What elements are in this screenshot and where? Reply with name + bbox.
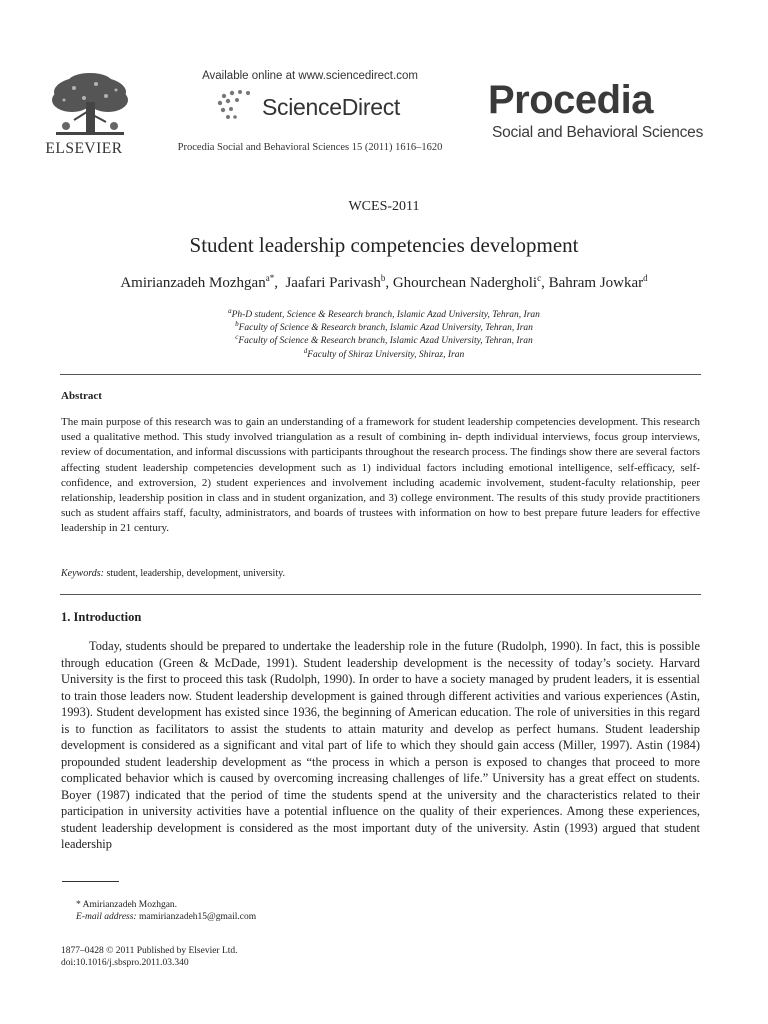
- journal-citation: Procedia Social and Behavioral Sciences 15 (2011) 1616–1620: [177, 142, 443, 153]
- abstract-text: The main purpose of this research was to gain an understanding of a framework for student leadership competencies development. This research used a qualitative method. This study involved triangulation as a result of combining in- depth individual interviews, focus group interviews, review of documentation, and informal discussions with participants throughout the research process. The findings show there are several factors affecting student leadership competencies development such as 1) individual factors including emotional intelligence, self-efficacy, self-confidence, and extroversion, 2) student experiences and involvement including academic involvement, student-faculty relationship, peer relationship, leadership position in class and in student organization, and 3) college environment. The results of this study provide practitioners such as student affairs staff, faculty, administrators, and boards of trustees with information on how to best prepare future leaders for effective leadership in 21 century.: [61, 416, 700, 535]
- author-separator: ,: [385, 275, 393, 291]
- affiliation: [0, 347, 768, 360]
- author-affiliation-marker: d: [643, 273, 648, 283]
- procedia-wordmark: Procedia: [488, 78, 653, 122]
- doi: doi:10.1016/j.sbspro.2011.03.340: [61, 958, 189, 968]
- copyright-notice: 1877–0428 © 2011 Published by Elsevier Ltd.: [61, 946, 238, 956]
- sciencedirect-wordmark: ScienceDirect: [262, 94, 400, 120]
- available-online-text: Available online at www.sciencedirect.com: [202, 70, 418, 82]
- affiliation: [0, 333, 768, 346]
- publisher-name: ELSEVIER: [45, 140, 123, 157]
- introduction-text: Today, students should be prepared to undertake the leadership role in the future (Rudolph, 1990). In fact, this is possible through education (Green & McDade, 1991). Student leadership development is the necessity of today’s society. Harvard University is the first to proceed this task (Rudolph, 1990). In order to have a society managed by prudent leaders, it is essential to train those leaders now. Student leadership development is gained through different activities and various experiences (Astin, 1993). Student development has existed since 1936, the beginning of American education. The role of universities in this regard is to function as facilitators to assist the students to attain maturity and develop as perfect humans. Student leadership development is considered as a significant and vital part of life to which they should gain access (Miller, 1997). Astin (1984) propounded student leadership development as “the process in which a person is exposed to changes that proceed to more complicated behavior which is caused by overcoming increasing challenges of life.” University has a great effect on students. Boyer (1987) indicated that the period of time the students spend at the university and the characteristics related to their participation in university activities have a potential influence on the quality of their experiences. Among these experiences, student leadership development is considered as the most important duty of the university. Astin (1993) argued that student leadership: [61, 639, 700, 851]
- corresponding-author-note: * Amirianzadeh Mozhgan.: [76, 900, 178, 910]
- author-name: Amirianzadeh Mozhgan: [120, 275, 266, 291]
- author-affiliation-marker: a*: [265, 273, 275, 283]
- author-separator: ,: [274, 275, 286, 291]
- author-affiliation-marker: b: [380, 273, 386, 283]
- affiliation: [0, 320, 768, 333]
- affiliation-text: Ph-D student, Science & Research branch, Islamic Azad University, Tehran, Iran: [231, 310, 540, 321]
- affiliation-text: Faculty of Science & Research branch, Islamic Azad University, Tehran, Iran: [238, 323, 533, 334]
- footnote-divider: [62, 881, 119, 882]
- keywords-list: student, leadership, development, university.: [103, 568, 285, 579]
- affiliation-text: Faculty of Science & Research branch, Islamic Azad University, Tehran, Iran: [238, 336, 533, 347]
- author-name: Jaafari Parivash: [285, 275, 381, 291]
- author-list: [0, 273, 768, 292]
- affiliation-text: Faculty of Shiraz University, Shiraz, Iran: [307, 350, 465, 361]
- affiliation-marker: b: [235, 320, 239, 328]
- email-note: [76, 912, 256, 922]
- author-name: Ghourchean Nadergholi: [392, 275, 538, 291]
- paper-title: Student leadership competencies development: [189, 233, 579, 257]
- affiliation-marker: d: [303, 347, 308, 355]
- abstract-heading: Abstract: [61, 390, 102, 402]
- procedia-subtitle: Social and Behavioral Sciences: [492, 124, 704, 141]
- email-label: E-mail address:: [76, 912, 137, 922]
- section-divider: [60, 594, 701, 595]
- email-address: mamirianzadeh15@gmail.com: [136, 912, 257, 922]
- author-separator: ,: [541, 275, 549, 291]
- affiliation: [0, 307, 768, 320]
- author-affiliation-marker: c: [537, 273, 542, 283]
- author-name: Bahram Jowkar: [548, 275, 644, 291]
- keywords: [61, 568, 700, 579]
- keywords-label: Keywords:: [61, 568, 104, 579]
- affiliation-marker: a: [228, 307, 232, 315]
- affiliation-marker: c: [235, 333, 239, 341]
- section-divider: [60, 374, 701, 375]
- conference-name: WCES-2011: [348, 199, 420, 214]
- section-heading-introduction: 1. Introduction: [61, 610, 142, 624]
